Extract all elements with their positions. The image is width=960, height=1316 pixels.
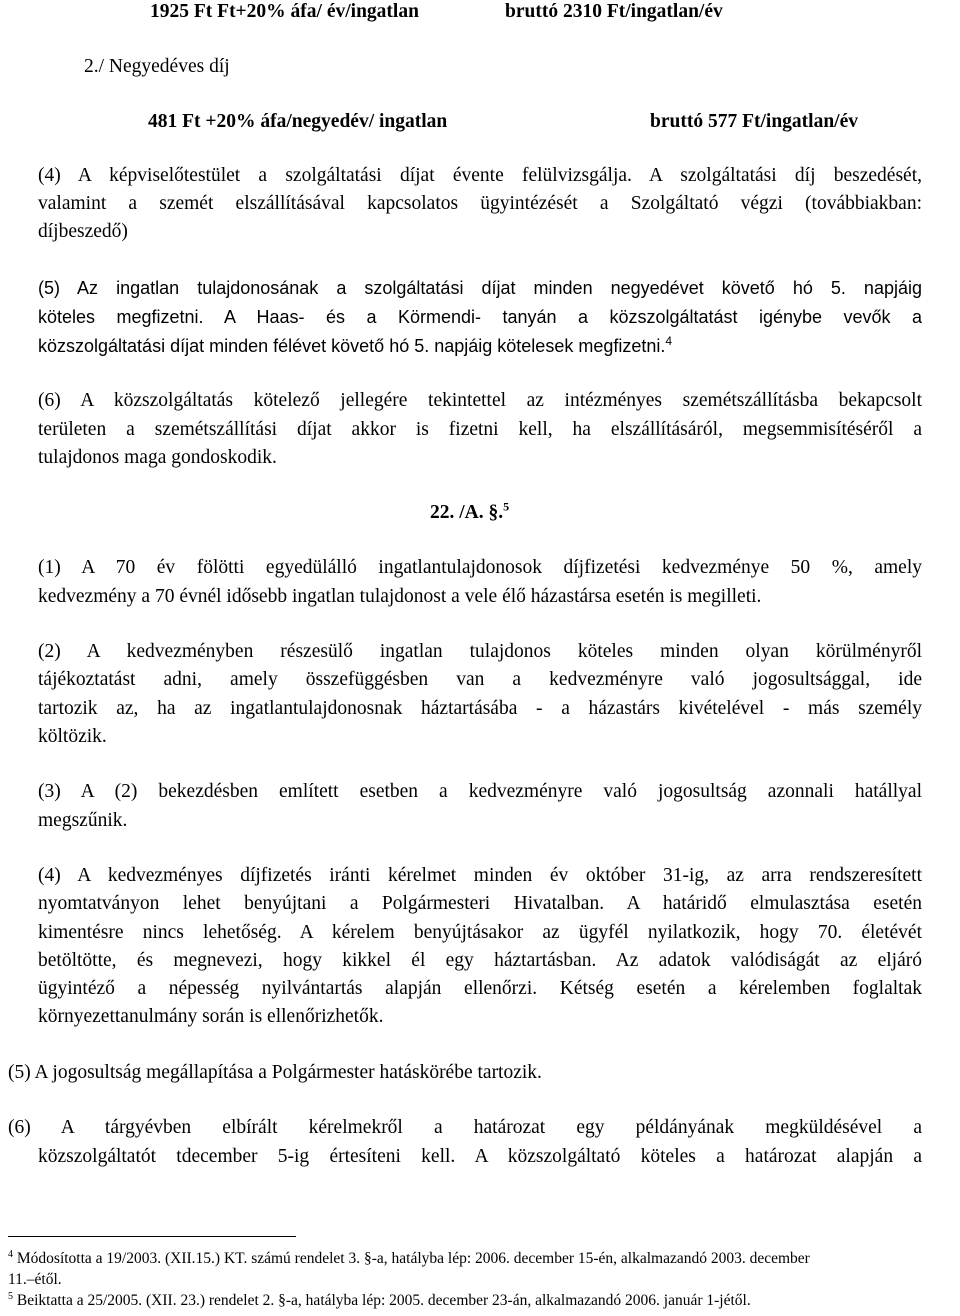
s1-line2: kedvezmény a 70 évnél idősebb ingatlan tulajdonost a vele élő házastársa esetén is megilleti. (38, 586, 762, 607)
annual-fee-net: 1925 Ft Ft+20% áfa/ év/ingatlan (150, 1, 419, 22)
footnote-4-line2: 11.–étől. (8, 1271, 62, 1288)
s5-line1: (5) A jogosultság megállapítása a Polgármester hatáskörébe tartozik. (8, 1062, 542, 1083)
para5-line1: (5) Az ingatlan tulajdonosának a szolgáltatási díjat minden negyedévet követő hó 5. napjáig (38, 278, 922, 298)
s4-line5: ügyintéző a népesség nyilvántartás alapján ellenőrzi. Kétség esetén a kérelemben foglaltak (38, 978, 922, 999)
s4-line6: környezettanulmány során is ellenőrizhetők. (38, 1006, 384, 1027)
s4-line2: nyomtatványon lehet benyújtani a Polgármesteri Hivatalban. A határidő elmulasztása esetén (38, 893, 922, 914)
para6-line1: (6) A közszolgáltatás kötelező jellegére tekintettel az intézményes szemétszállításba bekapcsolt (38, 390, 922, 411)
s3-line2: megszűnik. (38, 810, 128, 831)
quarterly-fee-heading: 2./ Negyedéves díj (84, 56, 230, 77)
s3-line1: (3) A (2) bekezdésben említett esetben a kedvezményre való jogosultság azonnali hatállyal (38, 781, 922, 802)
s1-line1: (1) A 70 év fölötti egyedülálló ingatlantulajdonosok díjfizetési kedvezménye 50 %, amely (38, 557, 922, 578)
para4-line1: (4) A képviselőtestület a szolgáltatási díjat évente felülvizsgálja. A szolgáltatási díj beszedését, (38, 165, 922, 186)
s6-line2: közszolgáltatót tdecember 5-ig értesíteni kell. A közszolgáltató köteles a határozat alapján a (38, 1146, 922, 1167)
s4-line1: (4) A kedvezményes díjfizetés iránti kérelmet minden év október 31-ig, az arra rendszeresített (38, 865, 922, 886)
s6-line1: (6) A tárgyévben elbírált kérelmekről a határozat egy példányának megküldésével a (8, 1117, 922, 1138)
para5-line2: köteles megfizetni. A Haas- és a Körmendi- tanyán a közszolgáltatást igénybe vevők a (38, 307, 922, 327)
footnote-ref-4[interactable]: 4 (665, 334, 673, 348)
annual-fee-gross: bruttó 2310 Ft/ingatlan/év (505, 1, 723, 22)
footnote-separator (8, 1236, 296, 1237)
quarterly-fee-gross: bruttó 577 Ft/ingatlan/év (650, 111, 858, 132)
s2-line3: tartozik az, ha az ingatlantulajdonosnak háztartásába - a házastárs kivételével - más személy (38, 698, 922, 719)
para4-line3: díjbeszedő) (38, 221, 128, 242)
footnote-4: $^4$ Módosította a 19/2003. (XII.15.) KT. számú rendelet 3. §-a, hatályba lép: 2006. december 15-én, alkalmazandó 2003. december (8, 1248, 810, 1267)
s2-line4: költözik. (38, 726, 107, 747)
s4-line3: kimentésre nincs lehetőség. A kérelem benyújtásakor az ügyfél nyilatkozik, hogy 70. életévét (38, 922, 922, 943)
quarterly-fee-net: 481 Ft +20% áfa/negyedév/ ingatlan (148, 111, 448, 132)
section-heading: 22. /A. §.$^5$ (430, 499, 510, 523)
footnote-4-ref: 4 (8, 1248, 13, 1260)
s2-line2: tájékoztatást adni, amely összefüggésben van a kedvezményre való jogosultsággal, ide (38, 669, 922, 690)
footnote-ref-5[interactable]: 5 (503, 499, 510, 514)
para5-line3: közszolgáltatási díjat minden félévet követő hó 5. napjáig kötelesek megfizetni.$^4$ (38, 334, 673, 356)
para6-line3: tulajdonos maga gondoskodik. (38, 447, 277, 468)
s2-line1: (2) A kedvezményben részesülő ingatlan tulajdonos köteles minden olyan körülményről (38, 641, 922, 662)
para4-line2: valamint a szemét elszállításával kapcsolatos ügyintézését a Szolgáltató végzi (továbbiakban: (38, 193, 922, 214)
s4-line4: betöltötte, és megnevezi, hogy kikkel él egy háztartásban. Az adatok valódiságát az eljáró (38, 950, 922, 971)
footnote-5-ref: 5 (8, 1290, 13, 1302)
footnote-5: $^5$ Beiktatta a 25/2005. (XII. 23.) rendelet 2. §-a, hatályba lép: 2005. december 23-án, alkalmazandó 2006. január 1-jétől. (8, 1290, 751, 1309)
para6-line2: területen a szemétszállítási díjat akkor is fizetni kell, ha elszállításáról, megsemmisítéséről a (38, 419, 922, 440)
